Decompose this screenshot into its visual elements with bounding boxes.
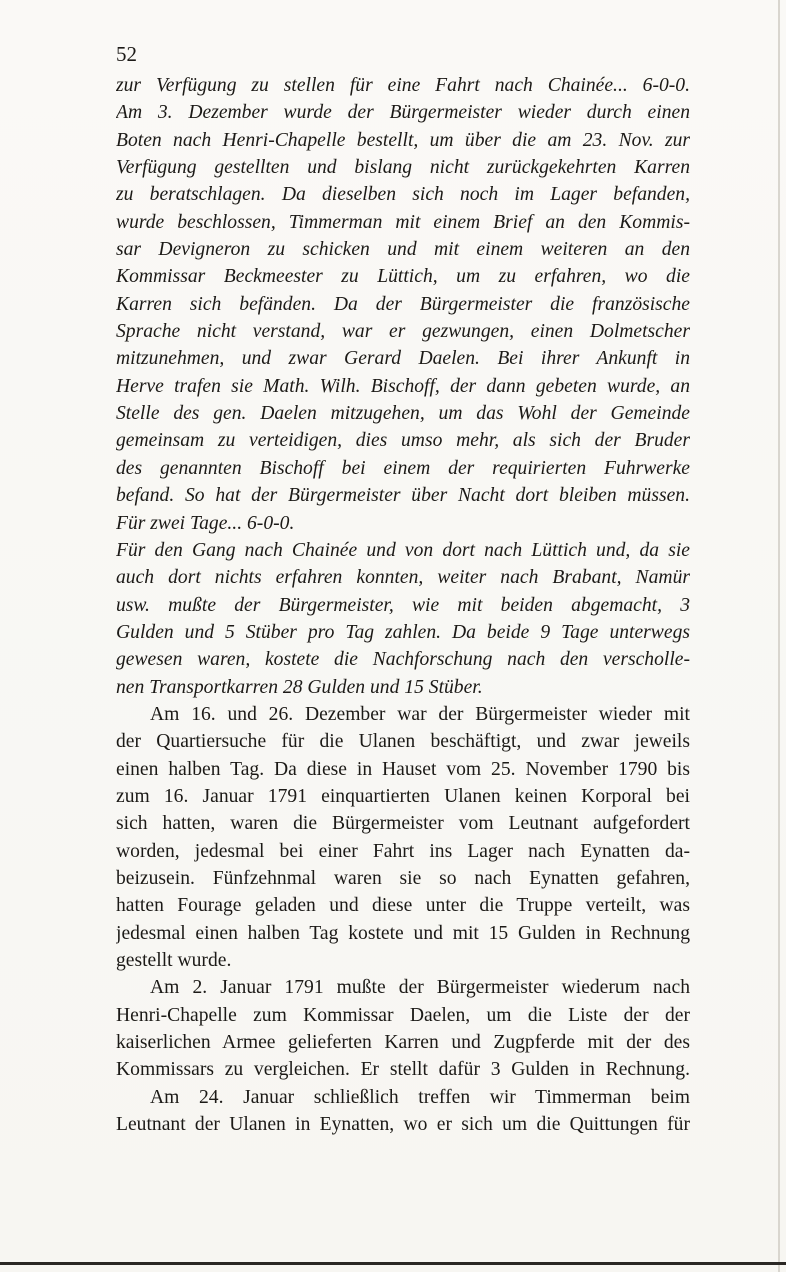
text-line: Kommissar Beckmeester zu Lüttich, um zu erfahren, wo die — [116, 266, 690, 288]
text-line: Am 16. und 26. Dezember war der Bürgermeister wieder mit — [150, 703, 690, 725]
text-line: Für zwei Tage... 6-0-0. — [116, 512, 295, 534]
body-text — [116, 72, 690, 1138]
text-line: gestellt wurde. — [116, 950, 232, 971]
text-line: Kommissars zu vergleichen. Er stellt dafür 3 Gulden in Rechnung. — [116, 1059, 690, 1081]
text-line: befand. So hat der Bürgermeister über Nacht dort bleiben müssen. — [116, 485, 690, 507]
text-line: nen Transportkarren 28 Gulden und 15 Stüber. — [116, 676, 483, 698]
text-line: des genannten Bischoff bei einem der requirierten Fuhrwerke — [116, 457, 690, 479]
text-line: Karren sich befänden. Da der Bürgermeister die französische — [116, 293, 690, 315]
text-line: sar Devigneron zu schicken und mit einem weiteren an den — [116, 239, 690, 261]
text-line: Stelle des gen. Daelen mitzugehen, um das Wohl der Gemeinde — [116, 403, 690, 425]
text-line: einen halben Tag. Da diese in Hauset vom 25. November 1790 bis — [116, 758, 690, 780]
text-line: jedesmal einen halben Tag kostete und mit 15 Gulden in Rechnung — [116, 922, 690, 944]
text-line: Herve trafen sie Math. Wilh. Bischoff, der dann gebeten wurde, an — [116, 375, 690, 397]
text-line: Boten nach Henri-Chapelle bestellt, um über die am 23. Nov. zur — [116, 129, 690, 151]
text-line: auch dort nichts erfahren konnten, weiter nach Brabant, Namür — [116, 567, 690, 589]
text-line: mitzunehmen, und zwar Gerard Daelen. Bei ihrer Ankunft in — [116, 348, 690, 370]
text-line: der Quartiersuche für die Ulanen beschäftigt, und zwar jeweils — [116, 731, 690, 753]
text-line: gewesen waren, kostete die Nachforschung nach den verscholle- — [116, 649, 690, 671]
text-line: Am 3. Dezember wurde der Bürgermeister wieder durch einen — [116, 102, 690, 124]
text-line: zu beratschlagen. Da dieselben sich noch im Lager befanden, — [116, 184, 690, 206]
bottom-rule — [0, 1262, 786, 1265]
text-line: wurde beschlossen, Timmerman mit einem Brief an den Kommis- — [116, 211, 690, 233]
text-line: Am 2. Januar 1791 mußte der Bürgermeister wiederum nach — [150, 977, 690, 999]
text-line: Am 24. Januar schließlich treffen wir Timmerman beim — [150, 1086, 690, 1108]
text-line: Verfügung gestellten und bislang nicht zurückgekehrten Karren — [116, 157, 690, 179]
text-line: kaiserlichen Armee gelieferten Karren und Zugpferde mit der des — [116, 1032, 690, 1054]
text-line: beizusein. Fünfzehnmal waren sie so nach Eynatten gefahren, — [116, 867, 690, 889]
page-number: 52 — [116, 42, 137, 66]
text-line: sich hatten, waren die Bürgermeister vom Leutnant aufgefordert — [116, 813, 690, 835]
text-line: Für den Gang nach Chainée und von dort nach Lüttich und, da sie — [116, 539, 690, 561]
page-edge — [778, 0, 780, 1272]
text-line: Sprache nicht verstand, war er gezwungen, einen Dolmetscher — [116, 321, 690, 343]
text-line: zur Verfügung zu stellen für eine Fahrt nach Chainée... 6-0-0. — [116, 75, 690, 96]
text-line: gemeinsam zu verteidigen, dies umso mehr, als sich der Bruder — [116, 430, 690, 452]
text-line: usw. mußte der Bürgermeister, wie mit beiden abgemacht, 3 — [116, 594, 690, 616]
text-line: Gulden und 5 Stüber pro Tag zahlen. Da beide 9 Tage unterwegs — [116, 621, 690, 643]
text-line: hatten Fourage geladen und diese unter die Truppe verteilt, was — [116, 895, 690, 917]
text-line: worden, jedesmal bei einer Fahrt ins Lager nach Eynatten da- — [116, 840, 690, 862]
text-line: Leutnant der Ulanen in Eynatten, wo er sich um die Quittungen für — [116, 1114, 690, 1136]
text-line: zum 16. Januar 1791 einquartierten Ulanen keinen Korporal bei — [116, 785, 690, 807]
text-line: Henri-Chapelle zum Kommissar Daelen, um die Liste der der — [116, 1004, 690, 1026]
